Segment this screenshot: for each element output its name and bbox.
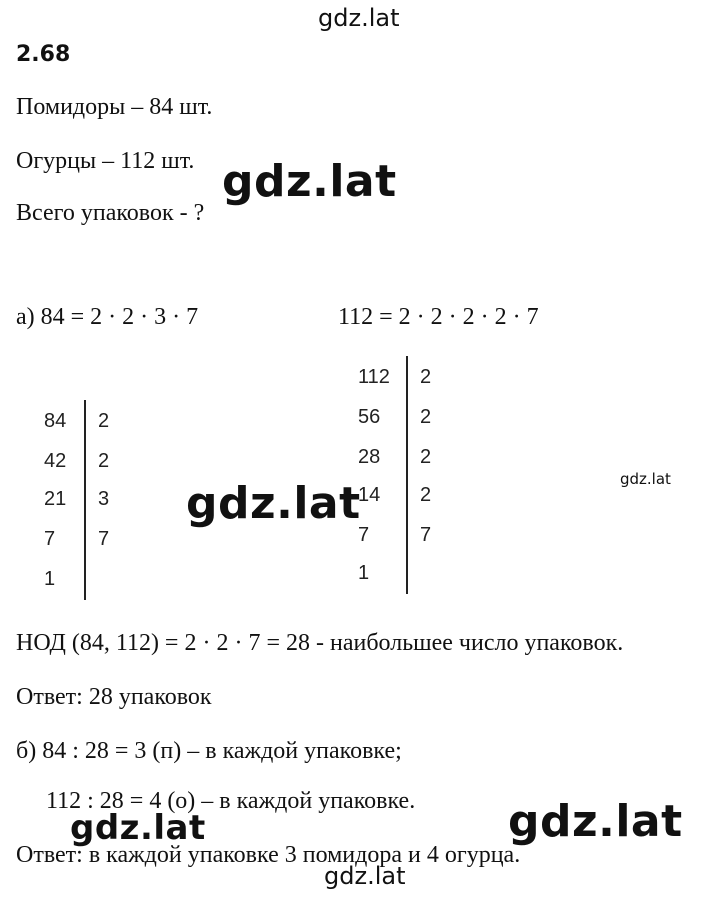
table-112-right-3: 2 — [420, 484, 432, 506]
table-84-left-1: 42 — [44, 450, 67, 472]
answer-b: Ответ: в каждой упаковке 3 помидора и 4 огурца. — [16, 842, 521, 868]
table-84-left-0: 84 — [44, 410, 67, 432]
watermark-bottom: gdz.lat — [324, 862, 406, 890]
table-112-left-5: 1 — [358, 562, 370, 584]
watermark-large-3: gdz.lat — [508, 796, 683, 847]
table-84-right-3: 7 — [98, 528, 110, 550]
table-112-right-4: 7 — [420, 524, 432, 546]
gcd-line: НОД (84, 112) = 2 · 2 · 7 = 28 - наибольшее число упаковок. — [16, 630, 624, 656]
watermark-small-right: gdz.lat — [620, 470, 671, 488]
table-112-left-1: 56 — [358, 406, 381, 428]
table-84-right-1: 2 — [98, 450, 110, 472]
table-112-left-2: 28 — [358, 446, 381, 468]
table-112-right-0: 2 — [420, 366, 432, 388]
table-84-left-2: 21 — [44, 488, 67, 510]
watermark-large-4: gdz.lat — [70, 808, 206, 848]
given-tomatoes: Помидоры – 84 шт. — [16, 94, 213, 120]
factorization-84: а) 84 = 2 · 2 · 3 · 7 — [16, 304, 199, 330]
watermark-large-2: gdz.lat — [186, 478, 361, 529]
factorization-112: 112 = 2 · 2 · 2 · 2 · 7 — [338, 304, 539, 330]
table-84-right-2: 3 — [98, 488, 110, 510]
part-b-line-2: 112 : 28 = 4 (о) – в каждой упаковке. — [46, 788, 416, 814]
table-112-right-2: 2 — [420, 446, 432, 468]
part-b-line-1: б) 84 : 28 = 3 (п) – в каждой упаковке; — [16, 738, 402, 764]
answer-a: Ответ: 28 упаковок — [16, 684, 212, 710]
question: Всего упаковок - ? — [16, 200, 205, 226]
given-cucumbers: Огурцы – 112 шт. — [16, 148, 195, 174]
table-112-divider — [406, 356, 408, 594]
table-84-left-3: 7 — [44, 528, 56, 550]
table-112-left-0: 112 — [358, 366, 390, 388]
watermark-large-1: gdz.lat — [222, 156, 397, 207]
table-112-left-4: 7 — [358, 524, 370, 546]
watermark-top: gdz.lat — [318, 4, 400, 32]
table-112-right-1: 2 — [420, 406, 432, 428]
table-84-left-4: 1 — [44, 568, 56, 590]
table-84-right-0: 2 — [98, 410, 110, 432]
table-112-left-3: 14 — [358, 484, 381, 506]
problem-number: 2.68 — [16, 42, 71, 67]
table-84-divider — [84, 400, 86, 600]
